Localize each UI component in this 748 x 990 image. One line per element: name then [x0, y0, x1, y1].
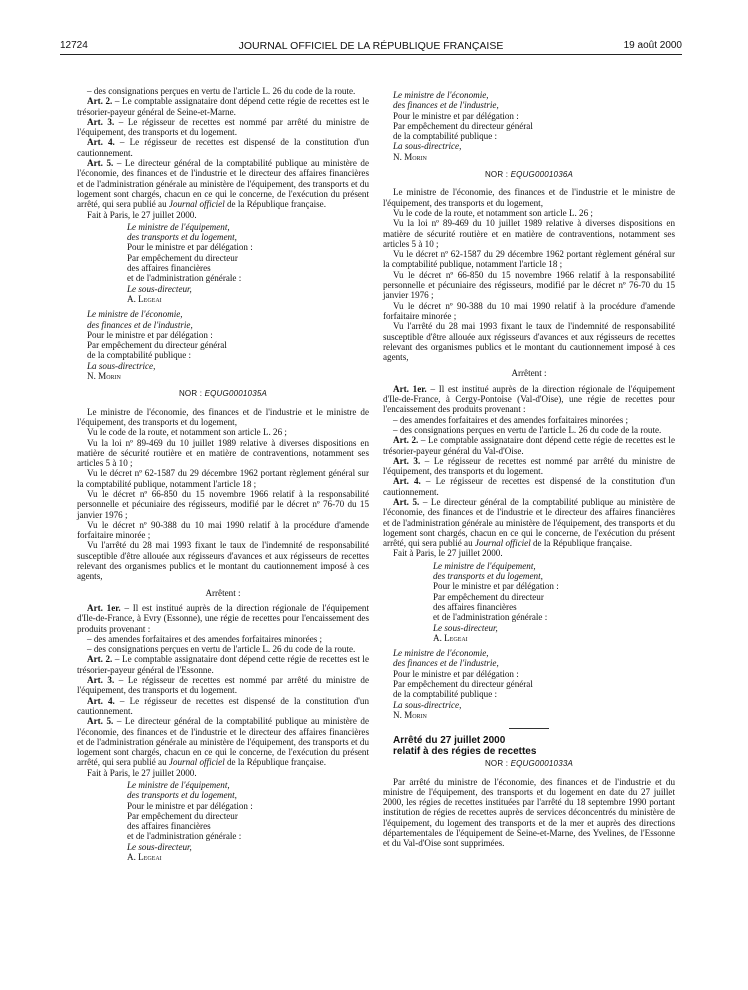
article-1: Art. 1er. – Il est institué auprès de la direction régionale de l'équipement d'Ile-de-France, à Cergy-Pontoise (Val-d'Oise), une régie de recettes pour l'encaissement des produits provenant : — [383, 383, 675, 415]
preamble: Le ministre de l'économie, des finances et de l'industrie et le ministre de l'équipement, des transports et du logement, — [77, 406, 369, 427]
article-1: Art. 1er. – Il est institué auprès de la direction régionale de l'équipement d'Ile-de-France, à Evry (Essonne), une régie de recettes pour l'encaissement des produits provenant : — [77, 602, 369, 634]
signature-block-economie: Le ministre de l'économie, des finances et de l'industrie, Pour le ministre et par délégation : Par empêchement du directeur général de la comptabilité publique : La sous-directrice, N. Morin — [393, 648, 533, 720]
article-3: Art. 3. – Le régisseur de recettes est nommé par arrêté du ministre de l'équipement, des transports et du logement. — [383, 455, 675, 477]
page-number: 12724 — [60, 40, 88, 51]
article-4: Art. 4. – Le régisseur de recettes est dispensé de la constitution d'un cautionnement. — [383, 476, 676, 497]
issue-date: 19 août 2000 — [623, 40, 682, 51]
article-4: Art. 4. – Le régisseur de recettes est dispensé de la constitution d'un cautionnement. — [77, 137, 370, 158]
visa: Vu l'arrêté du 28 mai 1993 fixant le taux de l'indemnité de responsabilité susceptible d'être allouée aux régisseurs d'avances et aux régisseurs de recettes relevant des organismes publics et le montant du cautionnement imposé à ces agents, — [383, 321, 675, 363]
arretent-heading: Arrêtent : — [205, 587, 241, 598]
visa: Vu la loi nº 89-469 du 10 juillet 1989 relative à diverses dispositions en matière de sécurité routière et en matière de contraventions, notamment ses articles 5 à 10 ; — [77, 437, 369, 469]
article-2: Art. 2. – Le comptable assignataire dont dépend cette régie de recettes est le trésorier-payeur général de Seine-et-Marne. — [77, 96, 370, 117]
visa: Vu la loi nº 89-469 du 10 juillet 1989 relative à diverses dispositions en matière de sécurité routière et en matière de contraventions, notamment ses articles 5 à 10 ; — [383, 218, 675, 249]
visa: Vu l'arrêté du 28 mai 1993 fixant le taux de l'indemnité de responsabilité susceptible d'être allouée aux régisseurs d'avances et aux régisseurs de recettes relevant des organismes publics et le montant du cautionnement imposé à ces agents, — [77, 540, 369, 582]
signature-block-equipement: Le ministre de l'équipement, des transports et du logement, Pour le ministre et par délégation : Par empêchement du directeur des affaires financières et de l'administration générale : Le sous-directeur, A. Legeai — [127, 780, 253, 863]
list-item: – des consignations perçues en vertu de l'article L. 26 du code de la route. — [87, 644, 356, 655]
article-2: Art. 2. – Le comptable assignataire dont dépend cette régie de recettes est le trésorier-payeur général de l'Essonne. — [77, 654, 370, 675]
fait-a-paris: Fait à Paris, le 27 juillet 2000. — [87, 767, 197, 778]
list-item: – des amendes forfaitaires et des amendes forfaitaires minorées ; — [87, 633, 323, 644]
visa: Vu le décret nº 66-850 du 15 novembre 1966 relatif à la responsabilité personnelle et pécuniaire des régisseurs, modifié par le décret nº 76-70 du 15 janvier 1976 ; — [77, 488, 369, 520]
article-5: Art. 5. – Le directeur général de la comptabilité publique au ministère de l'économie, des finances et de l'industrie et le directeur des affaires financières et de l'administration générale au ministère de l'équipement, des transports et du logement sont chargés, chacun en ce qui le concerne, de l'exécution du présent arrêté, qui sera publié au Journal officiel de la République française. — [77, 716, 369, 768]
visa: Vu le décret nº 90-388 du 10 mai 1990 relatif à la procédure d'amende forfaitaire minorée ; — [383, 300, 675, 321]
article-2: Art. 2. – Le comptable assignataire dont dépend cette régie de recettes est le trésorier-payeur général du Val-d'Oise. — [383, 435, 676, 456]
article-5: Art. 5. – Le directeur général de la comptabilité publique au ministère de l'économie, des finances et de l'industrie et le directeur des affaires financières et de l'administration générale au ministère de l'équipement, des transports et du logement sont chargés, chacun en ce qui le concerne, de l'exécution du présent arrêté, qui sera publié au Journal officiel de la République française. — [77, 158, 369, 210]
signature-block-equipement: Le ministre de l'équipement, des transports et du logement, Pour le ministre et par délégation : Par empêchement du directeur des affaires financières et de l'administration générale : Le sous-directeur, A. Legeai — [433, 560, 559, 643]
signature-block-economie: Le ministre de l'économie, des finances et de l'industrie, Pour le ministre et par délégation : Par empêchement du directeur général de la comptabilité publique : La sous-directrice, N. Morin — [87, 309, 227, 382]
page-header — [60, 40, 682, 55]
decree-body: Par arrêté du ministre de l'économie, des finances et de l'industrie et du ministre de l'équipement, des transports et du logement en date du 27 juillet 2000, les régies de recettes instituées par l'arrêté du 18 septembre 1990 portant institution de régies de recettes auprès de services déconcentrés du ministère de l'équipement, du logement des transports et de la mer et auprès des directions départementales de l'équipement de Seine-et-Marne, des Yvelines, de l'Essonne et du Val-d'Oise sont supprimées. — [383, 776, 675, 849]
visa: Vu le décret nº 62-1587 du 29 décembre 1962 portant règlement général sur la comptabilité publique, notamment l'article 18 ; — [383, 249, 675, 270]
signature-block-economie: Le ministre de l'économie, des finances et de l'industrie, Pour le ministre et par délégation : Par empêchement du directeur général de la comptabilité publique : La sous-directrice, N. Morin — [393, 90, 533, 162]
right-column — [383, 86, 675, 849]
article-5: Art. 5. – Le directeur général de la comptabilité publique au ministère de l'économie, des finances et de l'industrie et le directeur des affaires financières et de l'administration générale au ministère de l'équipement, des transports et du logement sont chargés, chacun en ce qui le concerne, de l'exécution du présent arrêté, qui sera publié au Journal officiel de la République française. — [383, 496, 675, 549]
nor-reference: NOR : EQUG0001033A — [484, 759, 574, 769]
left-column — [77, 86, 369, 862]
visa: Vu le décret nº 66-850 du 15 novembre 1966 relatif à la responsabilité personnelle et pécuniaire des régisseurs, modifié par le décret nº 76-70 du 15 janvier 1976 ; — [383, 269, 675, 301]
visa: Vu le code de la route, et notamment son article L. 26 ; — [87, 427, 287, 438]
article-3: Art. 3. – Le régisseur de recettes est nommé par arrêté du ministre de l'équipement, des transports et du logement. — [77, 675, 369, 696]
journal-title: JOURNAL OFFICIEL DE LA RÉPUBLIQUE FRANÇAISE — [238, 40, 504, 52]
section-divider — [509, 728, 549, 729]
fait-a-paris: Fait à Paris, le 27 juillet 2000. — [393, 548, 503, 559]
visa: Vu le décret nº 90-388 du 10 mai 1990 relatif à la procédure d'amende forfaitaire minorée ; — [77, 519, 369, 541]
fait-a-paris: Fait à Paris, le 27 juillet 2000. — [87, 209, 197, 220]
visa: Vu le code de la route, et notamment son article L. 26 ; — [393, 207, 593, 218]
decree-subtitle: relatif à des régies de recettes — [393, 746, 537, 758]
list-item: – des consignations perçues en vertu de l'article L. 26 du code de la route. — [393, 424, 662, 435]
visa: Vu le décret nº 62-1587 du 29 décembre 1962 portant règlement général sur la comptabilité publique, notamment l'article 18 ; — [77, 468, 369, 489]
decree-title: Arrêté du 27 juillet 2000 — [393, 735, 506, 747]
preamble: Le ministre de l'économie, des finances et de l'industrie et le ministre de l'équipement, des transports et du logement, — [383, 187, 675, 208]
article-4: Art. 4. – Le régisseur de recettes est dispensé de la constitution d'un cautionnement. — [77, 695, 370, 716]
signature-block-equipement: Le ministre de l'équipement, des transports et du logement, Pour le ministre et par délégation : Par empêchement du directeur des affaires financières et de l'administration générale : Le sous-directeur, A. Legeai — [127, 221, 253, 304]
list-item: – des amendes forfaitaires et des amendes forfaitaires minorées ; — [393, 414, 629, 425]
nor-reference: NOR : EQUG0001036A — [484, 170, 574, 180]
arretent-heading: Arrêtent : — [511, 368, 547, 379]
list-item: – des consignations perçues en vertu de l'article L. 26 du code de la route. — [87, 86, 356, 96]
article-3: Art. 3. – Le régisseur de recettes est nommé par arrêté du ministre de l'équipement, des transports et du logement. — [77, 116, 369, 138]
nor-reference: NOR : EQUG0001035A — [178, 389, 268, 399]
